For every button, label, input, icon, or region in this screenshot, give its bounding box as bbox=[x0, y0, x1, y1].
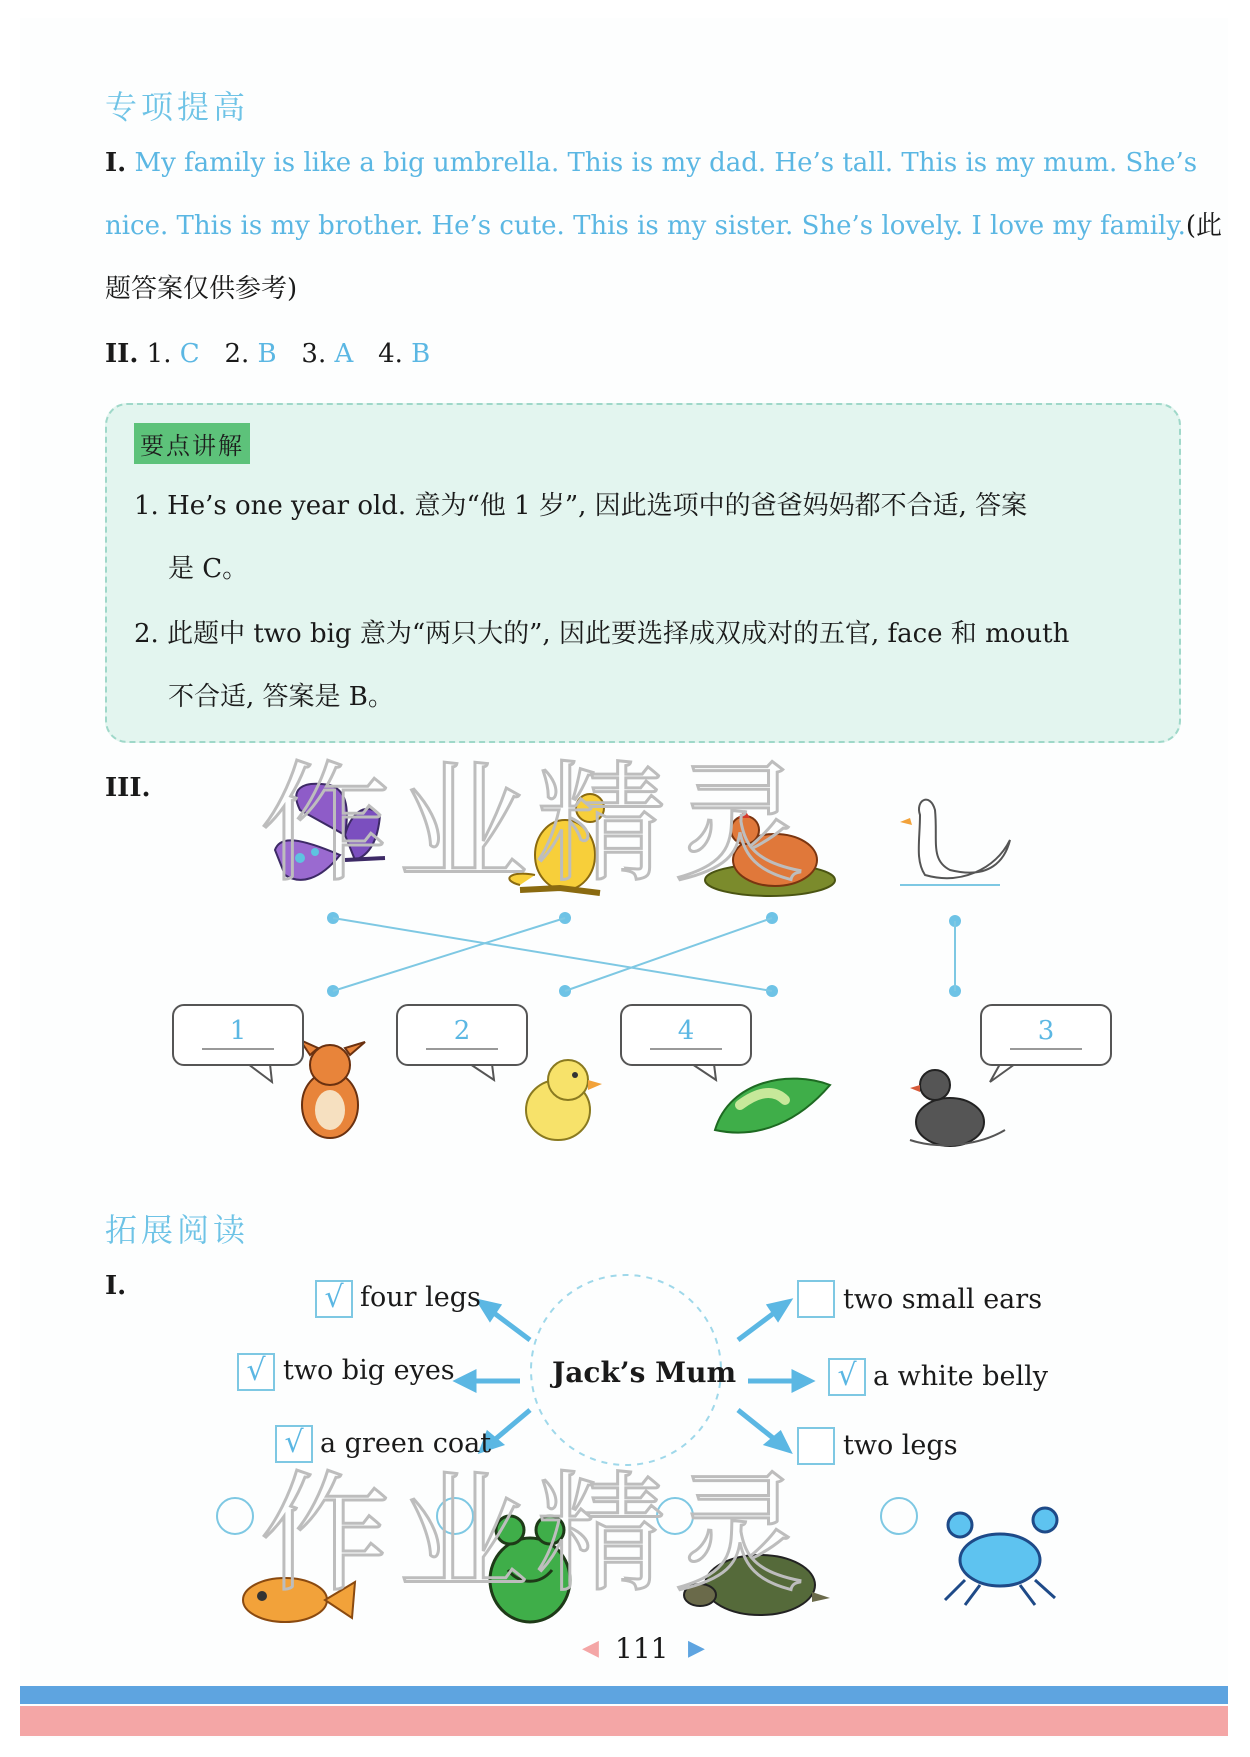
prev-page-arrow-icon[interactable]: ◀ bbox=[582, 1636, 599, 1661]
key-points-label: 要点讲解 bbox=[134, 423, 250, 464]
q2-item-num: 1. bbox=[146, 339, 172, 369]
next-page-arrow-icon[interactable]: ▶ bbox=[688, 1636, 705, 1661]
q2-item-num: 2. bbox=[224, 339, 250, 369]
key-point-2b: 不合适, 答案是 B。 bbox=[168, 682, 394, 712]
option-two-big-eyes: two big eyes bbox=[283, 1355, 455, 1386]
chick-icon bbox=[526, 1060, 602, 1140]
q3-number: III. bbox=[105, 773, 151, 803]
option-four-legs: four legs bbox=[360, 1282, 481, 1313]
footer-bar-pink bbox=[20, 1706, 1228, 1736]
key-point-2a: 2. 此题中 two big 意为“两只大的”, 因此要选择成双成对的五官, face 和 mouth bbox=[134, 619, 1070, 649]
option-green-coat: a green coat bbox=[320, 1428, 492, 1459]
watermark-bottom: 作业精灵 bbox=[260, 1458, 813, 1610]
key-point-1b: 是 C。 bbox=[168, 554, 249, 584]
option-white-belly: a white belly bbox=[873, 1361, 1049, 1392]
section-title-2: 拓展阅读 bbox=[105, 1211, 250, 1249]
checkbox-white-belly[interactable]: √ bbox=[828, 1358, 866, 1396]
answer-bubble-4 bbox=[980, 1004, 1112, 1066]
checkbox-green-coat[interactable]: √ bbox=[275, 1425, 313, 1463]
answer-text: 3 bbox=[1037, 1016, 1055, 1046]
caterpillar-leaf-icon bbox=[715, 1079, 830, 1133]
checkbox-four-legs[interactable]: √ bbox=[315, 1280, 353, 1318]
q2-item-num: 3. bbox=[301, 339, 327, 369]
crab-icon bbox=[945, 1508, 1057, 1605]
section-title-1: 专项提高 bbox=[105, 88, 250, 126]
footer-bar-blue bbox=[20, 1686, 1228, 1704]
watermark-top: 作业精灵 bbox=[260, 748, 813, 900]
swan-icon bbox=[900, 800, 1010, 885]
option-two-legs: two legs bbox=[843, 1430, 958, 1461]
q1-note-a: (此 bbox=[1185, 211, 1223, 241]
answer-text: 4 bbox=[677, 1016, 695, 1046]
center-label: Jack’s Mum bbox=[552, 1356, 737, 1389]
q2-item-answer: A bbox=[334, 339, 354, 369]
key-point-1a: 1. He’s one year old. 意为“他 1 岁”, 因此选项中的爸爸妈妈都不合适, 答案 bbox=[134, 491, 1028, 521]
page-number: 111 bbox=[615, 1632, 669, 1665]
option-two-small-ears: two small ears bbox=[843, 1284, 1043, 1315]
answer-bubble-1 bbox=[172, 1004, 304, 1066]
answer-text: 1 bbox=[229, 1016, 247, 1046]
q1-answer-a: My family is like a big umbrella. This is my dad. He’s tall. This is my mum. She’s bbox=[134, 148, 1198, 178]
reading-q1-number: I. bbox=[105, 1271, 127, 1301]
answer-bubble-3 bbox=[620, 1004, 752, 1066]
q1-number: I. bbox=[105, 148, 127, 178]
answer-circle-fish[interactable] bbox=[216, 1497, 254, 1535]
checkbox-two-small-ears[interactable] bbox=[797, 1280, 835, 1318]
q2-item-answer: B bbox=[257, 339, 277, 369]
answer-text: 2 bbox=[453, 1016, 471, 1046]
answer-bubble-2 bbox=[396, 1004, 528, 1066]
checkbox-two-big-eyes[interactable]: √ bbox=[237, 1353, 275, 1391]
q2-item-answer: B bbox=[411, 339, 431, 369]
q1-answer-b: nice. This is my brother. He’s cute. This is my sister. She’s lovely. I love my family. bbox=[105, 211, 1186, 241]
q1-note-b: 题答案仅供参考) bbox=[105, 274, 298, 304]
answer-circle-crab[interactable] bbox=[880, 1497, 918, 1535]
q2-item-num: 4. bbox=[378, 339, 403, 369]
joey-icon bbox=[300, 1040, 365, 1138]
q2-number: II. bbox=[105, 339, 139, 369]
q2-item-answer: C bbox=[179, 339, 200, 369]
